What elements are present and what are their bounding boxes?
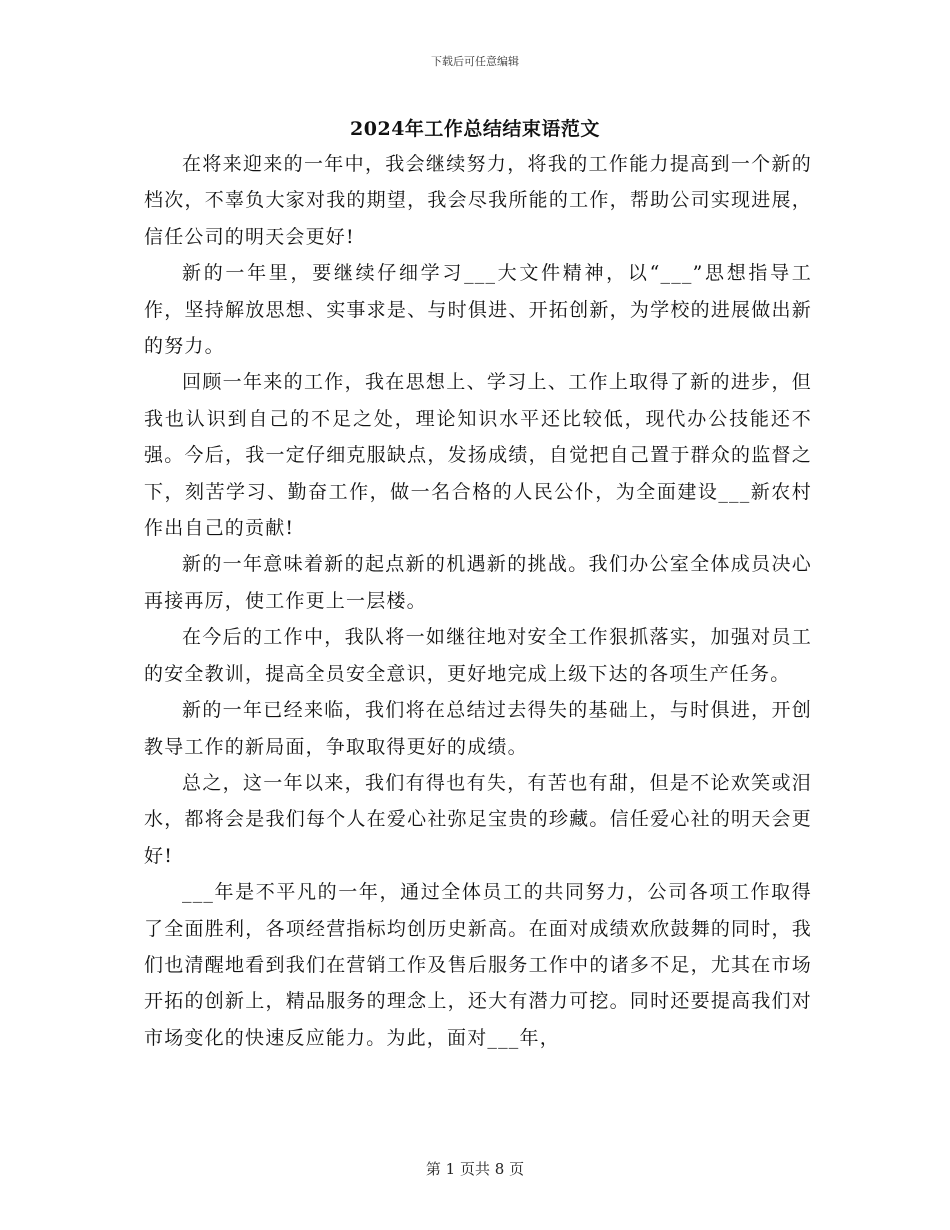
paragraph: 总之，这一年以来，我们有得也有失，有苦也有甜，但是不论欢笑或泪水，都将会是我们每个人在爱心社弥足宝贵的珍藏。信任爱心社的明天会更好! [144, 771, 812, 867]
paragraph: 在今后的工作中，我队将一如继往地对安全工作狠抓落实，加强对员工的安全教训，提高全员安全意识，更好地完成上级下达的各项生产任务。 [144, 626, 812, 685]
document-body [144, 146, 812, 1056]
paragraph: 在将来迎来的一年中，我会继续努力，将我的工作能力提高到一个新的档次，不辜负大家对我的期望，我会尽我所能的工作，帮助公司实现进展，信任公司的明天会更好! [144, 153, 812, 248]
header-note: 下载后可任意编辑 [431, 55, 519, 68]
document-title: 2024年工作总结结束语范文 [350, 118, 600, 140]
paragraph: 新的一年已经来临，我们将在总结过去得失的基础上，与时俱进，开创教导工作的新局面，争取取得更好的成绩。 [144, 699, 812, 758]
paragraph: 回顾一年来的工作，我在思想上、学习上、工作上取得了新的进步，但我也认识到自己的不足之处，理论知识水平还比较低，现代办公技能还不强。今后，我一定仔细克服缺点，发扬成绩，自觉把自己置于群众的监督之下，刻苦学习、勤奋工作，做一名合格的人民公仆，为全面建设___新农村作出自己的贡献! [144, 371, 812, 540]
paragraph: ___年是不平凡的一年，通过全体员工的共同努力，公司各项工作取得了全面胜利，各项经营指标均创历史新高。在面对成绩欢欣鼓舞的同时，我们也清醒地看到我们在营销工作及售后服务工作中的诸多不足，尤其在市场开拓的创新上，精品服务的理念上，还大有潜力可挖。同时还要提高我们对市场变化的快速反应能力。为此，面对___年， [144, 881, 812, 1049]
paragraph: 新的一年里，要继续仔细学习___大文件精神，以“___”思想指导工作，坚持解放思想、实事求是、与时俱进、开拓创新，为学校的进展做出新的努力。 [144, 262, 812, 358]
paragraph: 新的一年意味着新的起点新的机遇新的挑战。我们办公室全体成员决心再接再厉，使工作更上一层楼。 [144, 553, 812, 612]
page-number: 第 1 页共 8 页 [425, 1160, 525, 1178]
